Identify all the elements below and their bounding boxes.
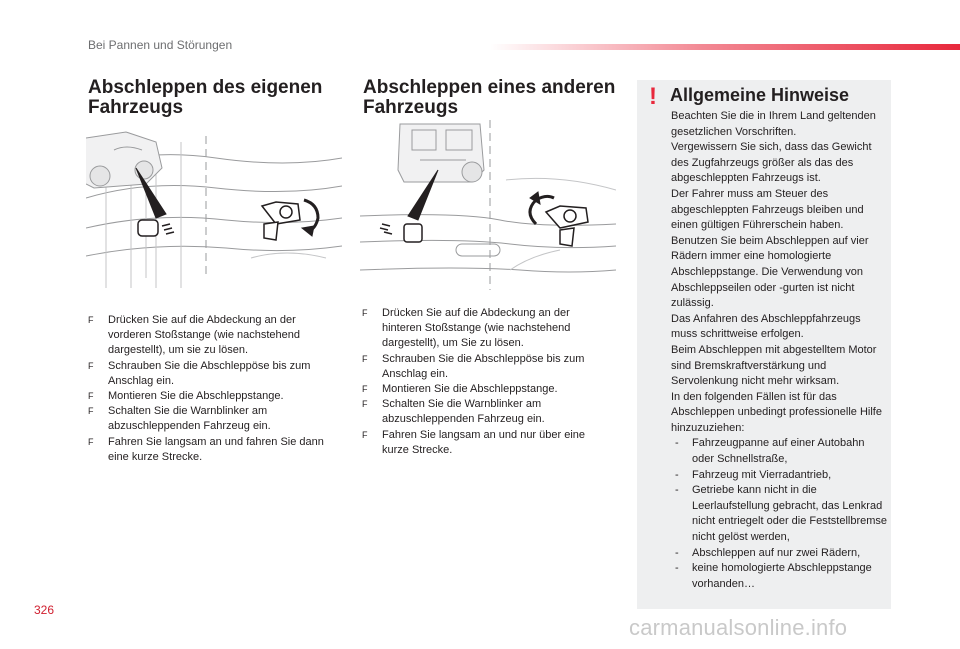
professional-help-list [671,436,889,592]
dash-marker: - [675,468,679,481]
step-text: Drücken Sie auf die Abdeckung an der hinteren Stoßstange (wie nachstehend dargestellt), um Sie zu lösen. [382,307,571,350]
other-title-line1: Abschleppen eines anderen [363,77,616,98]
step-text: Drücken Sie auf die Abdeckung an der vorderen Stoßstange (wie nachstehend dargestellt), um sie zu lösen. [108,314,301,357]
arrow-bullet-icon: F [362,399,368,410]
list-item [88,359,338,389]
arrow-bullet-icon: F [88,406,94,417]
list-item-text: Abschleppen auf nur zwei Rädern, [692,546,861,559]
general-notes-body [671,109,889,592]
arrow-bullet-icon: F [88,360,94,371]
step-text: Schrauben Sie die Abschleppöse bis zum Anschlag ein. [108,359,311,387]
step-text: Montieren Sie die Abschleppstange. [382,383,558,396]
list-item [88,435,338,465]
page-number: 326 [34,603,55,617]
dash-marker: - [675,546,679,559]
list-item [671,468,889,484]
list-item-text: Getriebe kann nicht in die Leerlaufstellung gebracht, das Lenkrad nicht entriegelt oder die Feststellbremse nicht gelöst werden, [692,484,888,544]
arrow-bullet-icon: F [88,315,94,325]
arrow-bullet-icon: F [362,353,368,364]
list-item [88,313,338,359]
other-title-line2: Fahrzeugs [363,97,459,118]
note-paragraph: Benutzen Sie beim Abschleppen auf vier Rädern immer eine homologierte Abschleppstange. Die Verwendung von Abschleppseilen oder -gurten ist nicht zulässig. [671,234,869,310]
list-item [88,404,338,434]
header-accent-line [490,44,960,50]
arrow-bullet-icon: F [88,436,94,447]
note-paragraph: Beachten Sie die in Ihrem Land geltenden gesetzlichen Vorschriften. [671,110,876,138]
list-item [362,352,612,382]
list-item [671,546,889,562]
other-vehicle-title [363,78,623,118]
dash-marker: - [675,484,679,497]
list-item [671,561,889,592]
list-item [362,306,612,352]
step-text: Schalten Sie die Warnblinker am abzuschleppenden Fahrzeug ein. [382,398,545,426]
list-item-text: keine homologierte Abschleppstange vorhanden… [692,562,872,590]
warning-icon: ! [649,83,657,110]
list-item [671,483,889,545]
step-text: Schrauben Sie die Abschleppöse bis zum Anschlag ein. [382,352,585,380]
own-title-line2: Fahrzeugs [88,97,184,118]
list-item [88,389,338,404]
front-towing-eye-illustration [86,128,342,288]
step-text: Montieren Sie die Abschleppstange. [108,390,284,403]
note-paragraph: Vergewissern Sie sich, dass das Gewicht des Zugfahrzeugs größer als das des abgeschleppten Fahrzeugs ist. [671,141,872,185]
note-paragraph: Der Fahrer muss am Steuer des abgeschleppten Fahrzeugs bleiben und einen gültigen Führerschein haben. [671,187,864,232]
list-item [671,436,889,467]
dash-marker: - [675,562,679,575]
watermark: carmanualsonline.info [629,615,848,640]
section-title: Bei Pannen und Störungen [88,38,233,52]
list-item-text: Fahrzeug mit Vierradantrieb, [692,468,832,481]
own-title-line1: Abschleppen des eigenen [88,77,323,98]
own-vehicle-title [88,78,348,118]
note-paragraph: In den folgenden Fällen ist für das Abschleppen unbedingt professionelle Hilfe hinzuzuziehen: [671,390,882,434]
list-item [362,397,612,427]
step-text: Fahren Sie langsam an und nur über eine kurze Strecke. [382,428,586,456]
other-vehicle-steps [362,306,612,458]
rear-towing-eye-illustration [360,120,616,290]
note-paragraph: Das Anfahren des Abschleppfahrzeugs muss schrittweise erfolgen. [671,312,861,341]
arrow-bullet-icon: F [362,384,368,395]
list-item [362,382,612,397]
arrow-bullet-icon: F [362,308,368,318]
arrow-bullet-icon: F [362,429,368,440]
step-text: Fahren Sie langsam an und fahren Sie dann eine kurze Strecke. [108,435,324,463]
note-paragraph: Beim Abschleppen mit abgestelltem Motor sind Bremskraftverstärkung und Servolenkung nicht mehr wirksam. [671,343,877,388]
general-notes-title: Allgemeine Hinweise [670,85,850,105]
step-text: Schalten Sie die Warnblinker am abzuschleppenden Fahrzeug ein. [108,405,271,433]
list-item-text: Fahrzeugpanne auf einer Autobahn oder Schnellstraße, [692,437,865,466]
list-item [362,428,612,458]
dash-marker: - [675,437,679,450]
arrow-bullet-icon: F [88,391,94,402]
own-vehicle-steps [88,313,338,465]
